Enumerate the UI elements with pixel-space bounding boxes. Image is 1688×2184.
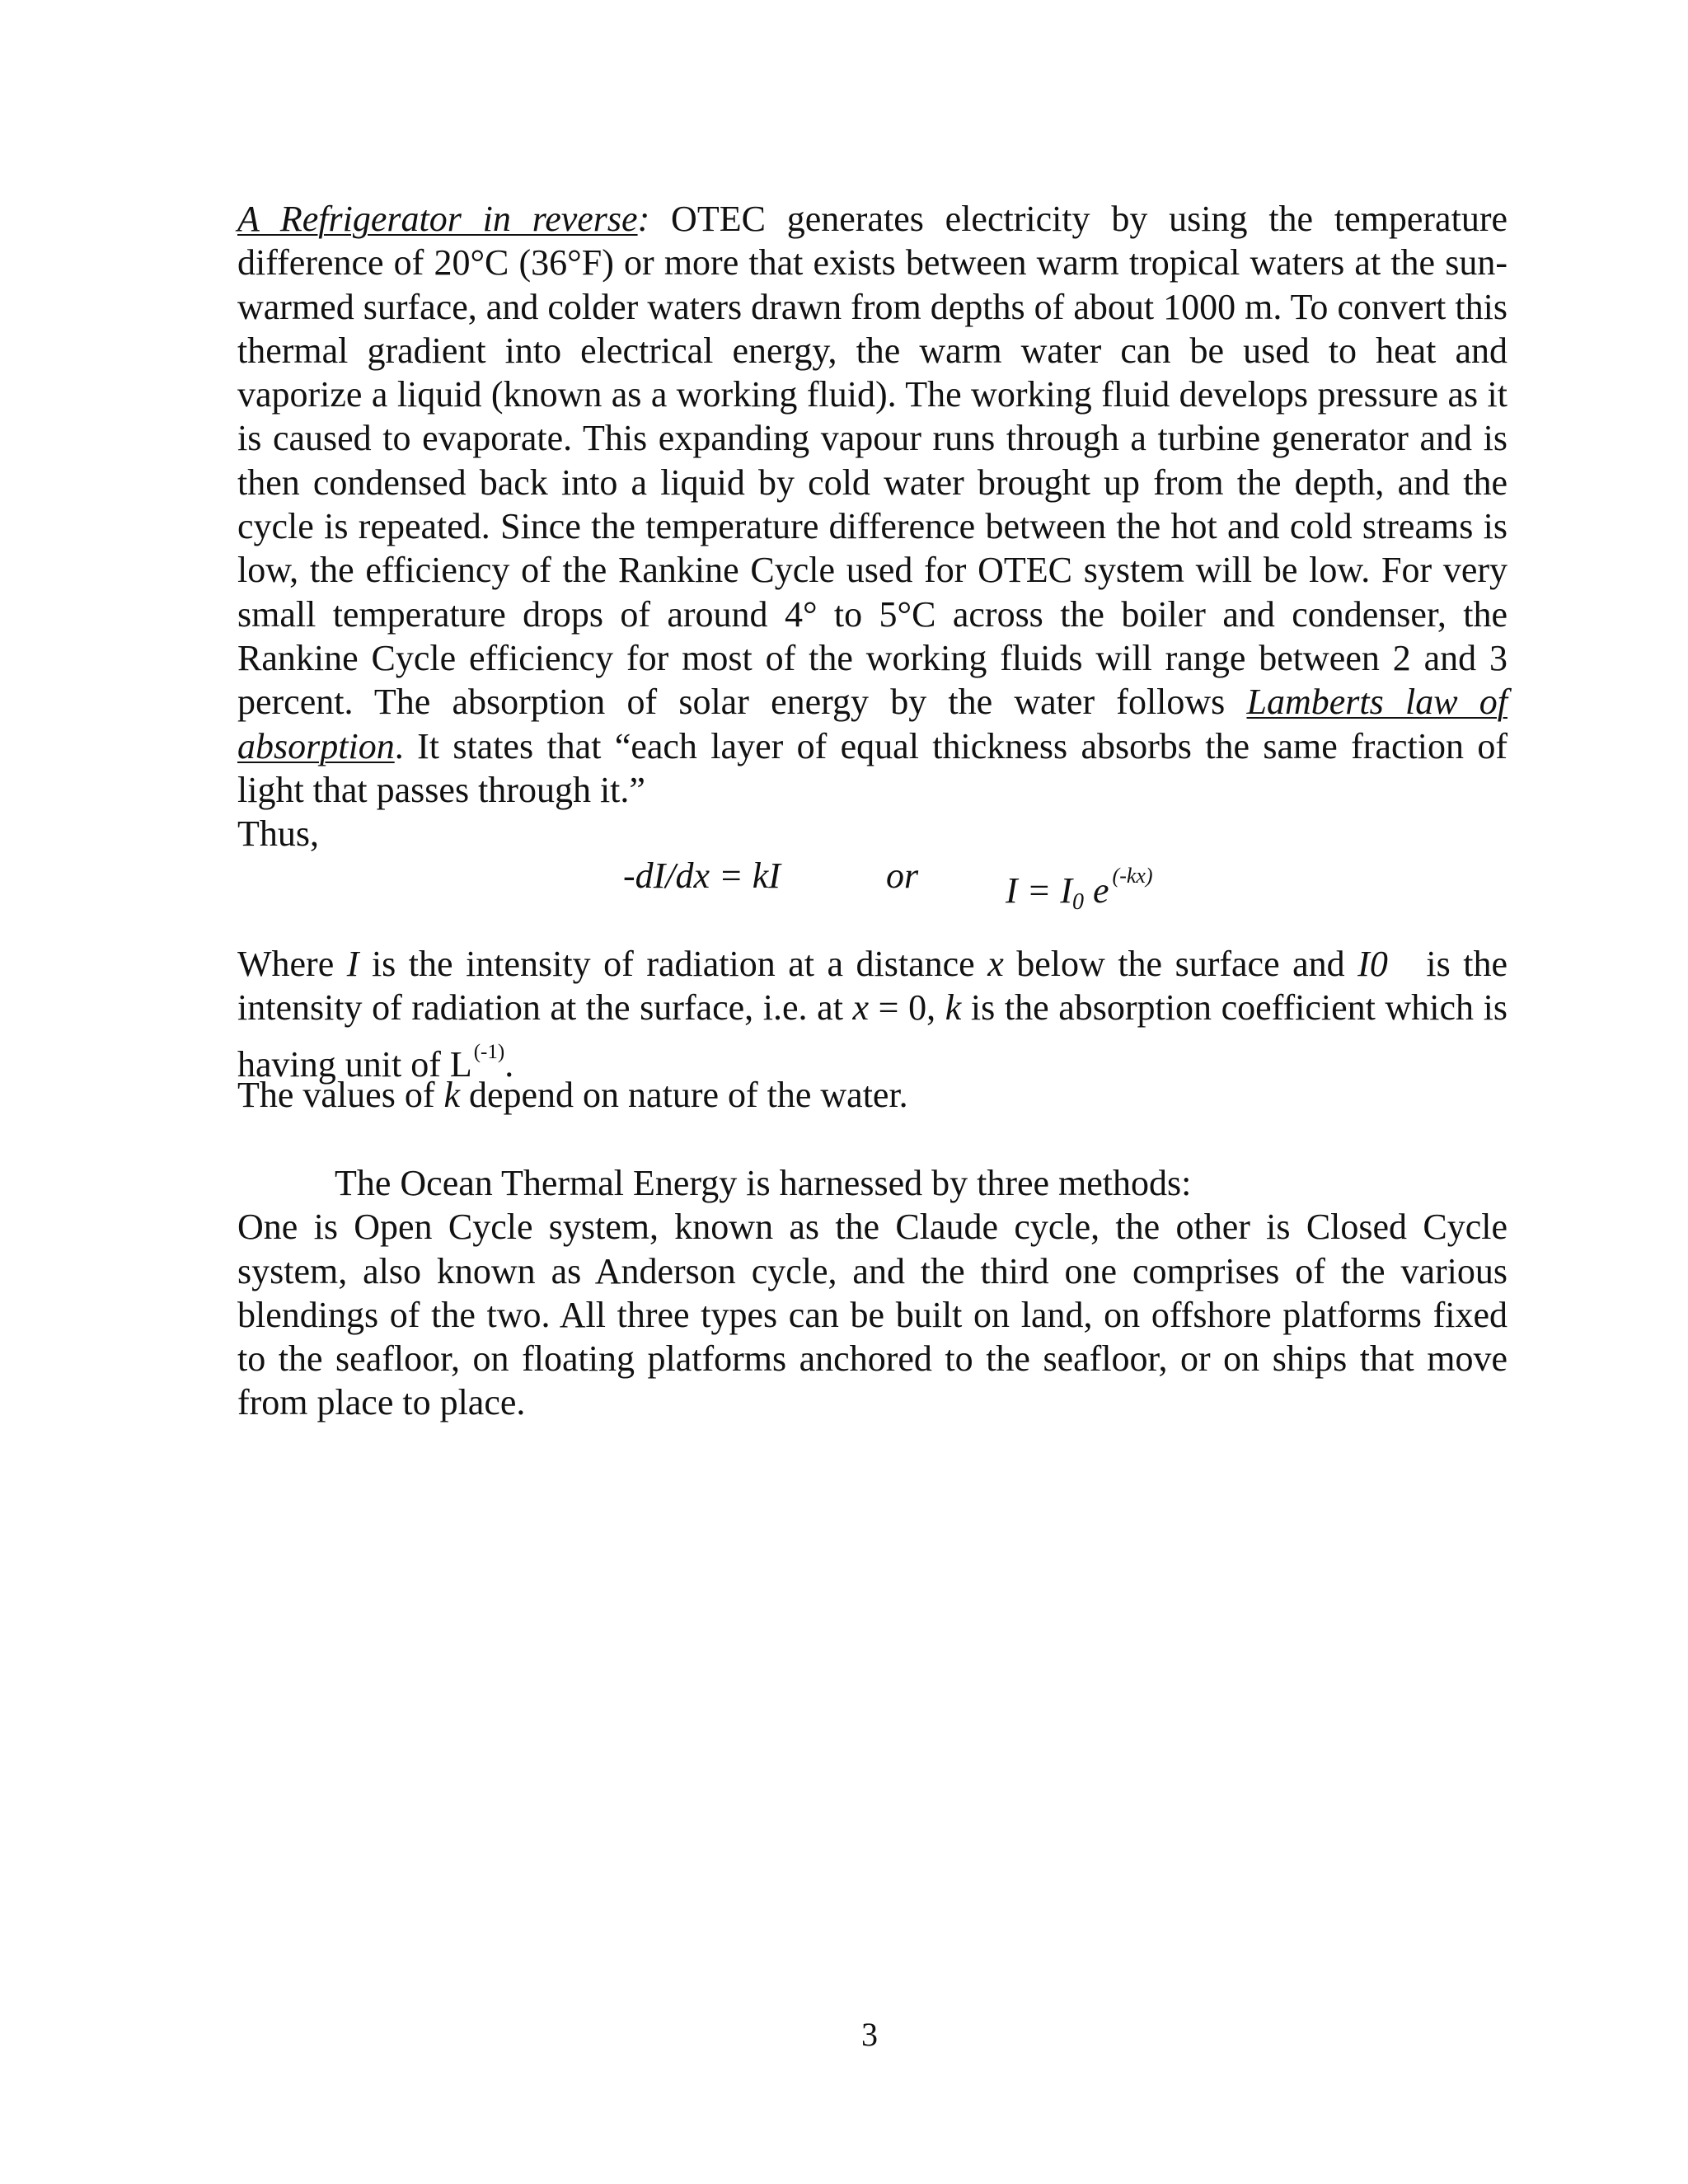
paragraph-definitions xyxy=(237,942,1517,1086)
absorption-equation xyxy=(237,854,1507,915)
equation-subscript: 0 xyxy=(1072,889,1084,915)
text: The values of xyxy=(237,1075,444,1115)
variable-x: x xyxy=(852,987,870,1029)
paragraph-text: . It states that “each layer of equal thickness absorbs the same fraction of light that passes through it.” xyxy=(237,725,1507,810)
equation-or: or xyxy=(886,855,919,896)
variable-x: x xyxy=(987,944,1004,984)
variable-i0: I0 xyxy=(1357,944,1388,984)
paragraph-harnessing-methods xyxy=(237,1161,1507,1425)
equation-e: e xyxy=(1084,870,1109,911)
text: depend on nature of the water. xyxy=(460,1075,908,1115)
methods-intro-line xyxy=(237,1161,1507,1205)
text: is the intensity of radiation at a distance xyxy=(359,944,988,984)
equation-exponential-form xyxy=(1006,854,1153,924)
text: = 0, xyxy=(869,987,945,1029)
methods-body: One is Open Cycle system, known as the Claude cycle, the other is Closed Cycle system, also known as Anderson cycle, and the third one comprises of the various blendings of the two. All three types can be built on land, on offshore platforms fixed to the seafloor, on floating platforms anchored to the seafloor, or on ships that move from place to place. xyxy=(237,1207,1507,1423)
text: Where xyxy=(237,944,347,984)
equation-base: I = I xyxy=(1006,870,1072,911)
paragraph-text: OTEC generates electricity by using the temperature difference of 20°C (36°F) or more that exists between warm tropical waters at the sun-warmed surface, and colder waters drawn from depths of about 1000 m. To convert this thermal gradient into electrical energy, the warm water can be used to heat and vaporize a liquid (known as a working fluid). The working fluid develops pressure as it is caused to evaporate. This expanding vapour runs through a turbine generator and is then condensed back into a liquid by cold water brought up from the depth, and the cycle is repeated. Since the temperature difference between the hot and cold streams is low, the efficiency of the Rankine Cycle used for OTEC system will be low. For very small temperature drops of around 4° to 5°C across the boiler and condenser, the Rankine Cycle efficiency for most of the working fluids will range between 2 and 3 percent. The absorption of solar energy by the water follows xyxy=(237,199,1507,723)
paragraph-refrigerator-in-reverse xyxy=(237,197,1507,812)
equation-exponent: (-kx) xyxy=(1112,864,1153,888)
page-number: 3 xyxy=(861,2016,878,2053)
section-title-colon: : xyxy=(637,199,650,239)
variable-k: k xyxy=(945,987,962,1029)
text: is the absorption coefficient which is having unit of L xyxy=(237,987,1507,1085)
text: . xyxy=(504,1043,514,1085)
variable-k: k xyxy=(443,1075,460,1115)
unit-exponent: (-1) xyxy=(473,1040,505,1063)
equation-differential-form: -dI/dx = kI xyxy=(623,855,781,896)
methods-intro: The Ocean Thermal Energy is harnessed by three methods: xyxy=(335,1163,1192,1203)
text: below the surface and xyxy=(1003,944,1358,984)
thus-line: Thus, xyxy=(237,813,319,854)
variable-i: I xyxy=(346,944,359,984)
lamberts-law-term: Lamberts law of absorption xyxy=(237,682,1507,766)
section-title: A Refrigerator in reverse xyxy=(237,199,638,239)
text: is the intensity of radiation at the surface, i.e. at xyxy=(237,944,1517,1029)
paragraph-k-values xyxy=(237,1073,1507,1117)
